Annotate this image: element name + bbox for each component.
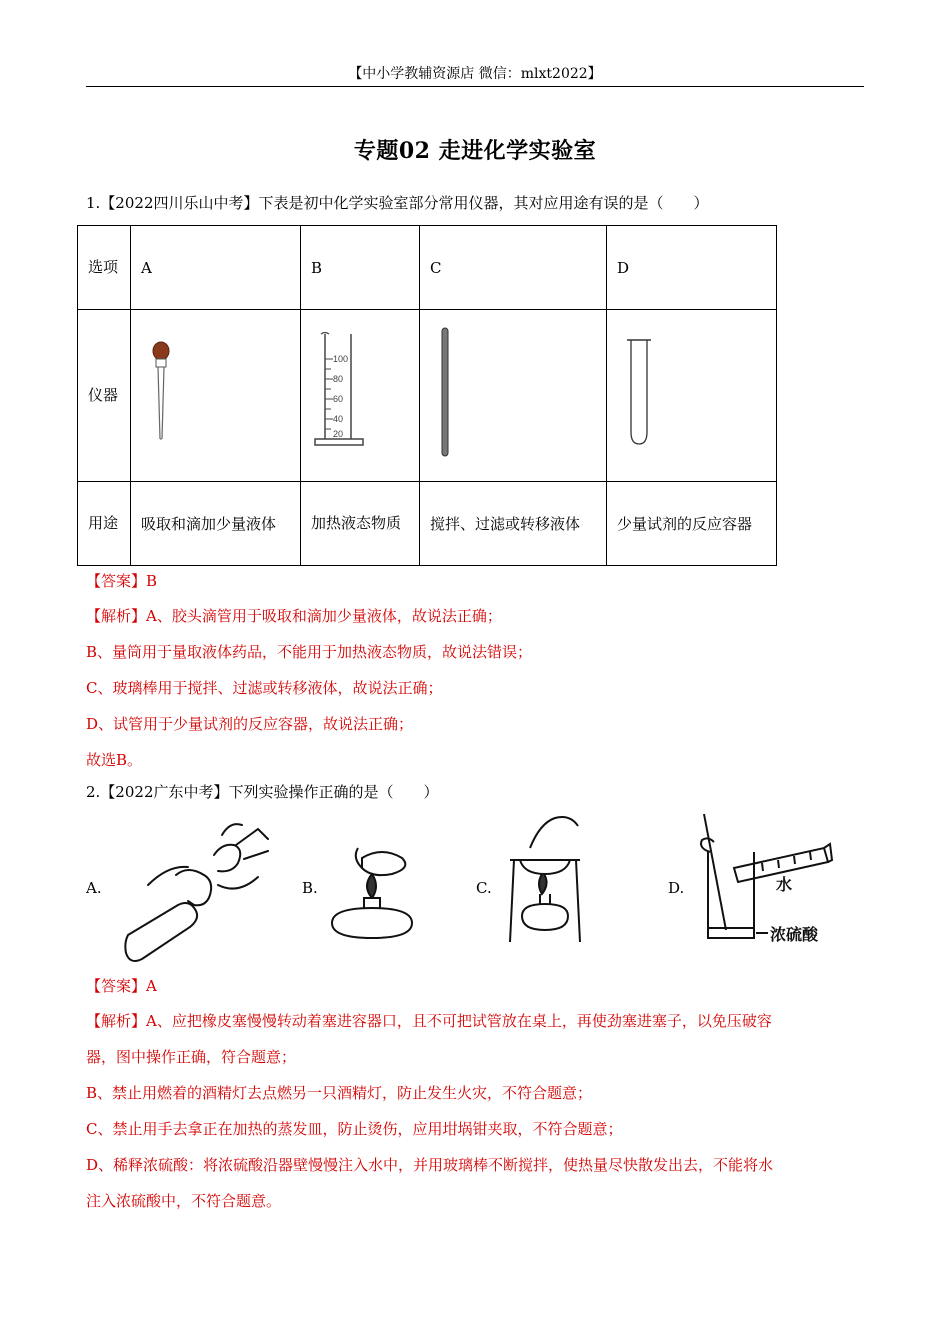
usage-cell: 少量试剂的反应容器 [607, 482, 777, 566]
analysis-line: B、禁止用燃着的酒精灯去点燃另一只酒精灯，防止发生火灾，不符合题意； [86, 1084, 593, 1102]
analysis-line: 器，图中操作正确，符合题意； [86, 1048, 297, 1066]
acid-dilution-icon [690, 812, 850, 947]
usage-cell: 搅拌、过滤或转移液体 [420, 482, 607, 566]
analysis-line: 故选B。 [86, 751, 143, 769]
option-letter: C [420, 226, 607, 310]
dropper-icon [147, 339, 187, 449]
option-letter: D [607, 226, 777, 310]
q2-analysis [86, 1003, 866, 1219]
answer-label: 【答案】 [86, 977, 147, 995]
analysis-text: A、应把橡皮塞慢慢转动着塞进容器口，且不可把试管放在桌上，再使劲塞进塞子，以免压破容 [146, 1012, 772, 1030]
option-letter: B [301, 226, 420, 310]
usage-cell: 加热液态物质 [301, 482, 420, 566]
analysis-line: C、玻璃棒用于搅拌、过滤或转移液体，故说法正确； [86, 679, 443, 697]
evaporating-dish-icon [500, 808, 590, 948]
analysis-text: A、胶头滴管用于吸取和滴加少量液体，故说法正确； [146, 607, 502, 625]
row-label-usage: 用途 [78, 482, 131, 566]
q2-option-label: A. [86, 879, 102, 897]
analysis-label: 【解析】 [86, 607, 147, 625]
analysis-line [86, 598, 866, 634]
water-label: 水 [776, 875, 793, 894]
analysis-label: 【解析】 [86, 1012, 147, 1030]
cylinder-tick-label: 40 [333, 413, 344, 424]
q2-option-label: D. [668, 879, 685, 897]
instrument-cell-d [607, 310, 777, 482]
instrument-table [77, 225, 777, 566]
q2-option-label: B. [302, 879, 318, 897]
q2-option-label: C. [476, 879, 492, 897]
cylinder-tick-label: 80 [333, 373, 344, 384]
usage-cell: 吸取和滴加少量液体 [131, 482, 301, 566]
alcohol-lamp-lighting-icon [322, 838, 432, 948]
table-row [78, 310, 777, 482]
analysis-line: 注入浓硫酸中，不符合题意。 [86, 1192, 282, 1210]
instrument-cell-c [420, 310, 607, 482]
table-row [78, 482, 777, 566]
page-header: 【中小学教辅资源店 微信：mlxt2022】 [86, 64, 864, 87]
test-tube-icon [623, 336, 663, 451]
page-title: 专题02 走进化学实验室 [353, 138, 597, 164]
glass-rod-icon [434, 326, 464, 461]
stopper-insertion-icon [118, 815, 278, 965]
analysis-line: D、试管用于少量试剂的反应容器，故说法正确； [86, 715, 414, 733]
cylinder-tick-label: 20 [333, 428, 344, 439]
answer-value: B [146, 572, 158, 590]
answer-label: 【答案】 [86, 572, 147, 590]
cylinder-tick-label: 60 [333, 393, 344, 404]
q1-answer [86, 570, 157, 592]
q1-stem: 1.【2022四川乐山中考】下表是初中化学实验室部分常用仪器，其对应用途有误的是（ ） [86, 194, 709, 212]
cylinder-tick-label: 100 [333, 353, 349, 364]
option-letter: A [131, 226, 301, 310]
analysis-line: C、禁止用手去拿正在加热的蒸发皿，防止烫伤，应用坩埚钳夹取，不符合题意； [86, 1120, 623, 1138]
row-label-option: 选项 [78, 226, 131, 310]
graduated-cylinder-icon [311, 329, 381, 459]
instrument-cell-b [301, 310, 420, 482]
analysis-line: D、稀释浓硫酸：将浓硫酸沿器壁慢慢注入水中，并用玻璃棒不断搅拌，使热量尽快散发出去，不能将水 [86, 1156, 774, 1174]
q2-answer [86, 975, 157, 997]
table-row [78, 226, 777, 310]
q1-analysis [86, 598, 866, 778]
analysis-line: B、量筒用于量取液体药品，不能用于加热液态物质，故说法错误； [86, 643, 533, 661]
q2-stem: 2.【2022广东中考】下列实验操作正确的是（ ） [86, 783, 439, 801]
row-label-instrument: 仪器 [78, 310, 131, 482]
instrument-cell-a [131, 310, 301, 482]
analysis-line [86, 1003, 866, 1039]
answer-value: A [146, 977, 157, 995]
acid-label: 浓硫酸 [770, 925, 819, 944]
